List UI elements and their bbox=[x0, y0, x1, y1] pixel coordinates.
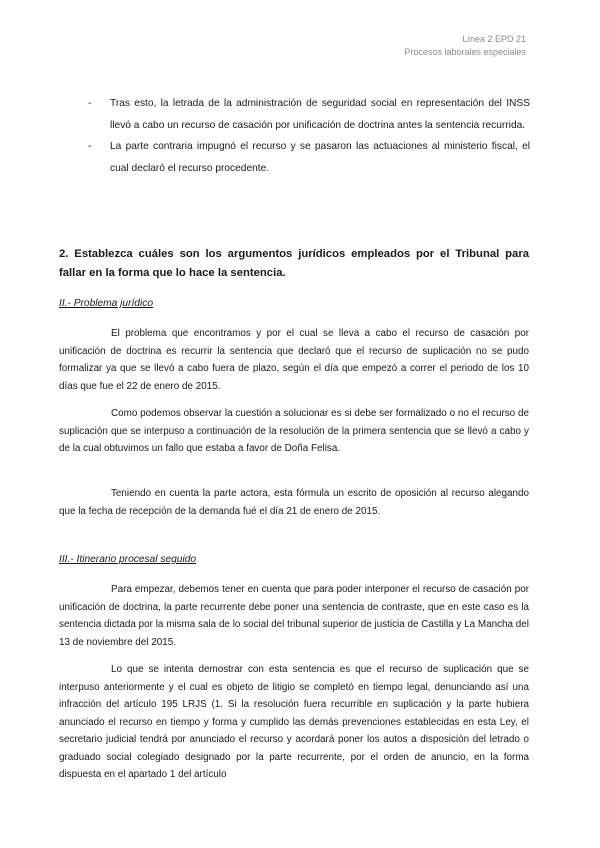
header-course: Línea 2 EPD 21 bbox=[462, 34, 526, 44]
header-subject: Procesos laborales especiales bbox=[404, 47, 526, 57]
paragraph: Teniendo en cuenta la parte actora, esta fórmula un escrito de oposición al recurso alegando que la fecha de recepción de la demanda fué el día 21 de enero de 2015. bbox=[59, 488, 529, 517]
section-ii-title-text: II.- Problema jurídico bbox=[59, 298, 153, 309]
paragraph: Para empezar, debemos tener en cuenta que para poder interponer el recurso de casación por unificación de doctrina, la parte recurrente debe poner una sentencia de contraste, que en este caso es la sentencia dictada por la misma sala de lo social del tribunal superior de justicia de Castilla y La Mancha del 13 de noviembre del 2015. bbox=[59, 584, 529, 648]
question-heading: 2. Establezca cuáles son los argumentos jurídicos empleados por el Tribunal para fallar en la forma que lo hace la sentencia. bbox=[59, 248, 529, 279]
bullet-dash: - bbox=[88, 141, 92, 152]
section-ii-title bbox=[59, 296, 529, 311]
list-item bbox=[88, 93, 530, 136]
page-header bbox=[404, 33, 526, 59]
section-iii-title bbox=[59, 552, 529, 567]
paragraph: El problema que encontramos y por el cual se lleva a cabo el recurso de casación por unificación de doctrina es recurrir la sentencia que declaró que el recurso de suplicación no se pudo formalizar ya que se llevó a cabo fuera de plazo, según el día que empezó a correr el periodo de los 10 días que fue el 22 de enero de 2015. bbox=[59, 328, 529, 392]
bullet-dash: - bbox=[88, 98, 92, 109]
bullet-list bbox=[88, 93, 530, 179]
list-item-text: Tras esto, la letrada de la administración de seguridad social en representación del INSS llevó a cabo un recurso de casación por unificación de doctrina antes la sentencia recurrida. bbox=[110, 98, 530, 131]
list-item bbox=[88, 136, 530, 179]
paragraph: Lo que se intenta demostrar con esta sentencia es que el recurso de suplicación que se interpuso anteriormente y el cual es objeto de litigio se completó en tiempo legal, denunciando así una infracción del artículo 195 LRJS (1. Si la resolución fuera recurrible en suplicación y la parte hubiera anunciado el recurso en tiempo y forma y cumplido las demás prevenciones establecidas en esta Ley, el secretario judicial tendrá por anunciado el recurso y acordará poner los autos a disposición del letrado o graduado social colegiado designado por la parte recurrente, por el orden de anuncio, en la forma dispuesta en el apartado 1 del artículo bbox=[59, 664, 529, 780]
list-item-text: La parte contraria impugnó el recurso y se pasaron las actuaciones al ministerio fiscal, el cual declaró el recurso procedente. bbox=[110, 141, 530, 174]
paragraph: Como podemos observar la cuestión a solucionar es si debe ser formalizado o no el recurso de suplicación que se interpuso a continuación de la resolución de la primera sentencia que se llevó a cabo y de la cual obtuvimos un fallo que estaba a favor de Doña Felisa. bbox=[59, 408, 529, 454]
section-iii-title-text: III.- Itinerario procesal seguido bbox=[59, 554, 197, 565]
